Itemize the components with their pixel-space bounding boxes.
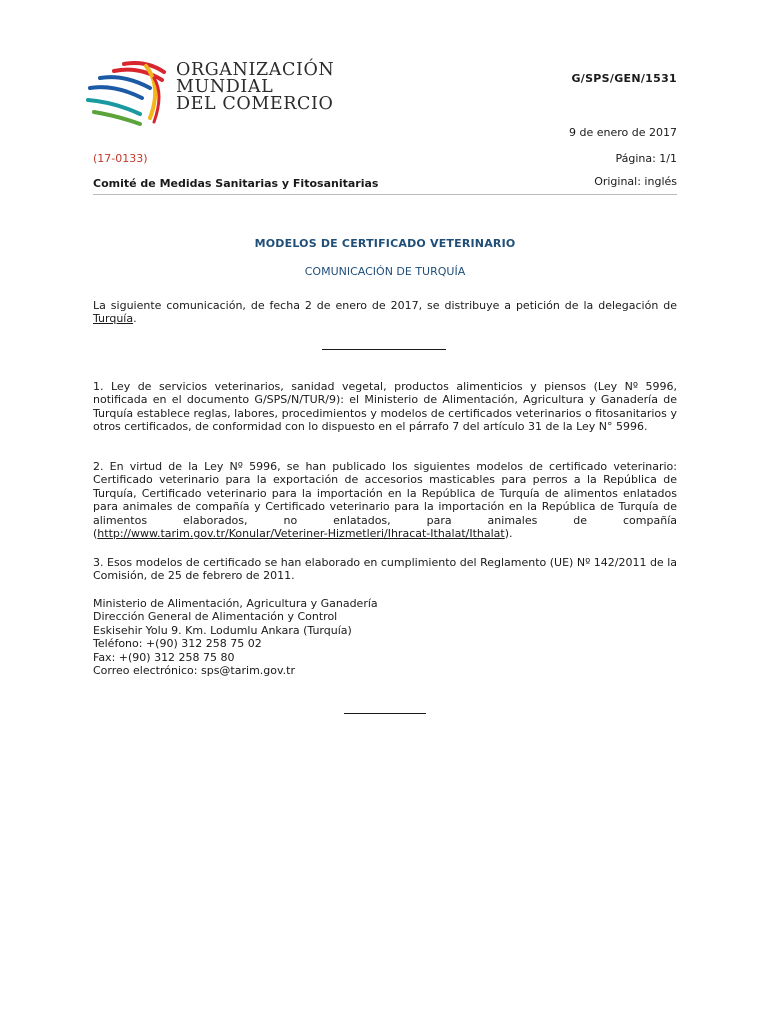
address-line-phone: Teléfono: +(90) 312 258 75 02 xyxy=(93,637,262,651)
document-title: MODELOS DE CERTIFICADO VETERINARIO xyxy=(254,237,516,250)
organization-name xyxy=(176,62,334,113)
intro-paragraph xyxy=(93,299,677,326)
document-date: 9 de enero de 2017 xyxy=(569,126,677,139)
document-reference: (17-0133) xyxy=(93,152,148,165)
committee-name: Comité de Medidas Sanitarias y Fitosanitarias xyxy=(93,177,379,190)
paragraph-1: 1. Ley de servicios veterinarios, sanidad vegetal, productos alimenticios y piensos (Ley Nº 5996, notificada en el documento G/SPS/N/TUR/9): el Ministerio de Alimentación, Agricultura y Ganadería de Turquía establece reglas, labores, procedimientos y modelos de certificados veterinarios o fitosanitarios y otros certificados, de conformidad con lo dispuesto en el párrafo 7 del artículo 31 de la Ley N° 5996. xyxy=(93,380,677,434)
paragraph-3: 3. Esos modelos de certificado se han elaborado en cumplimiento del Reglamento (UE) Nº 142/2011 de la Comisión, de 25 de febrero de 2011. xyxy=(93,556,677,583)
document-subtitle: COMUNICACIÓN DE TURQUÍA xyxy=(304,265,466,278)
wto-emblem-icon xyxy=(84,58,168,128)
header-divider xyxy=(93,194,677,195)
org-name-line2: MUNDIAL xyxy=(176,77,274,97)
address-line-email: Correo electrónico: sps@tarim.gov.tr xyxy=(93,664,295,678)
intro-country: Turquía xyxy=(93,312,134,326)
tarim-link[interactable]: http://www.tarim.gov.tr/Konular/Veteriner-Hizmetleri/Ihracat-Ithalat/Ithalat xyxy=(97,527,505,541)
wto-logo xyxy=(84,58,354,128)
org-name-line1: ORGANIZACIÓN xyxy=(176,60,335,80)
document-symbol: G/SPS/GEN/1531 xyxy=(571,72,677,85)
paragraph-2-text: 2. En virtud de la Ley Nº 5996, se han publicado los siguientes modelos de certificado veterinario: Certificado veterinario para la exportación de accesorios masticables para perros a la República de Turquía, Certificado veterinario para la importación en la República de Turquía de alimentos enlatados para animales de compañía y Certificado veterinario para la importación en la República de Turquía de alimentos elaborados, no enlatados, para animales de compañía ( xyxy=(93,460,677,541)
end-separator xyxy=(344,713,426,714)
address-line-directorate: Dirección General de Alimentación y Control xyxy=(93,610,338,624)
address-line-fax: Fax: +(90) 312 258 75 80 xyxy=(93,650,235,664)
paragraph-2 xyxy=(93,460,677,540)
address-line-ministry: Ministerio de Alimentación, Agricultura y Ganadería xyxy=(93,597,378,610)
org-name-line3: DEL COMERCIO xyxy=(176,94,334,114)
page-number: Página: 1/1 xyxy=(615,152,677,165)
contact-address xyxy=(93,597,378,677)
paragraph-2-end: ). xyxy=(504,527,513,541)
intro-text: La siguiente comunicación, de fecha 2 de enero de 2017, se distribuye a petición de la delegación de xyxy=(93,299,677,312)
intro-end: . xyxy=(133,312,137,326)
original-language: Original: inglés xyxy=(594,175,677,188)
address-line-street: Eskisehir Yolu 9. Km. Lodumlu Ankara (Turquía) xyxy=(93,623,352,637)
section-separator xyxy=(322,349,446,350)
